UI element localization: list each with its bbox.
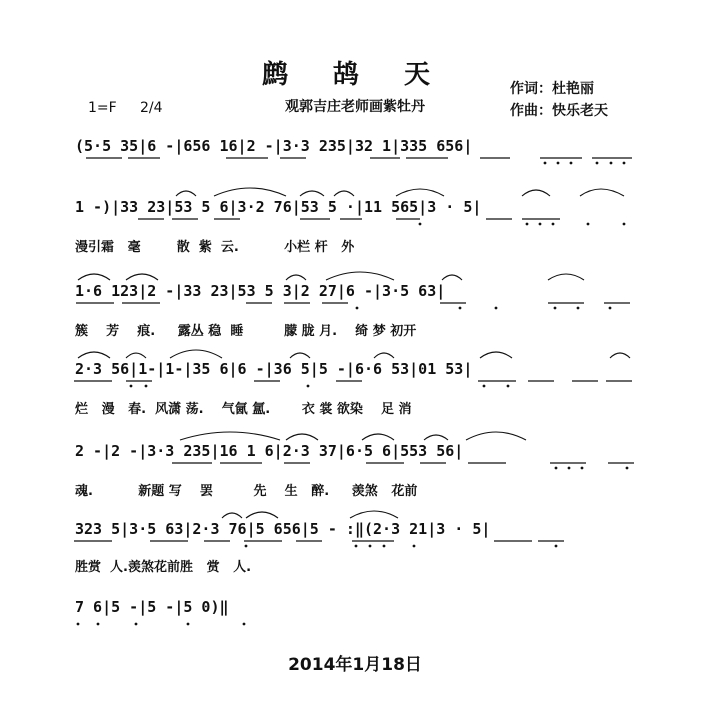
time-signature: 2/4 xyxy=(140,100,163,116)
lyric-line-3: 簇 芳 痕. 露丛 稳 睡 朦 胧 月. 绮 梦 初开 xyxy=(75,324,417,339)
score-line-4: 2·3 56|1-|1-|35 6|6 -|36 5|5 -|6·6 53|01 53| xyxy=(75,360,473,378)
composer-credit: 作曲：快乐老天 xyxy=(510,103,608,119)
score-line-7: 7 6|5 -|5 -|5 0)‖ xyxy=(75,598,229,616)
lyricist-credit: 作词：杜艳丽 xyxy=(510,81,594,97)
song-title: 鹧 鸪 天 xyxy=(261,60,449,90)
score-line-6: 323 5|3·5 63|2·3 76|5 656|5 - :‖(2·3 21|3 · 5| xyxy=(75,520,491,538)
score-line-1: (5·5 35|6 -|656 16|2 -|3·3 235|32 1|335 656| xyxy=(75,137,473,155)
date: 2014年1月18日 xyxy=(288,655,422,675)
score-line-5: 2 -|2 -|3·3 235|16 1 6|2·3 37|6·5 6|553 56| xyxy=(75,442,464,460)
score-line-3: 1·6 123|2 -|33 23|53 5 3|2 27|6 -|3·5 63| xyxy=(75,282,446,300)
key-signature: 1=F xyxy=(88,100,117,116)
score-line-2: 1 -)|33 23|53 5 6|3·2 76|53 5 ·|11 565|3 · 5| xyxy=(75,198,482,216)
song-subtitle: 观郭吉庄老师画紫牡丹 xyxy=(285,99,425,115)
lyric-line-6: 胜赏 人.羡煞花前胜 赏 人. xyxy=(75,560,252,575)
lyric-line-2: 漫引霜 毫 散 紫 云. 小栏 杆 外 xyxy=(75,240,355,255)
lyric-line-4: 烂 漫 春. 风潇 荡. 气氤 氲. 衣 裳 欲染 足 消 xyxy=(75,402,412,417)
lyric-line-5: 魂. 新题 写 罢 先 生 醉. 羡煞 花前 xyxy=(75,484,418,499)
